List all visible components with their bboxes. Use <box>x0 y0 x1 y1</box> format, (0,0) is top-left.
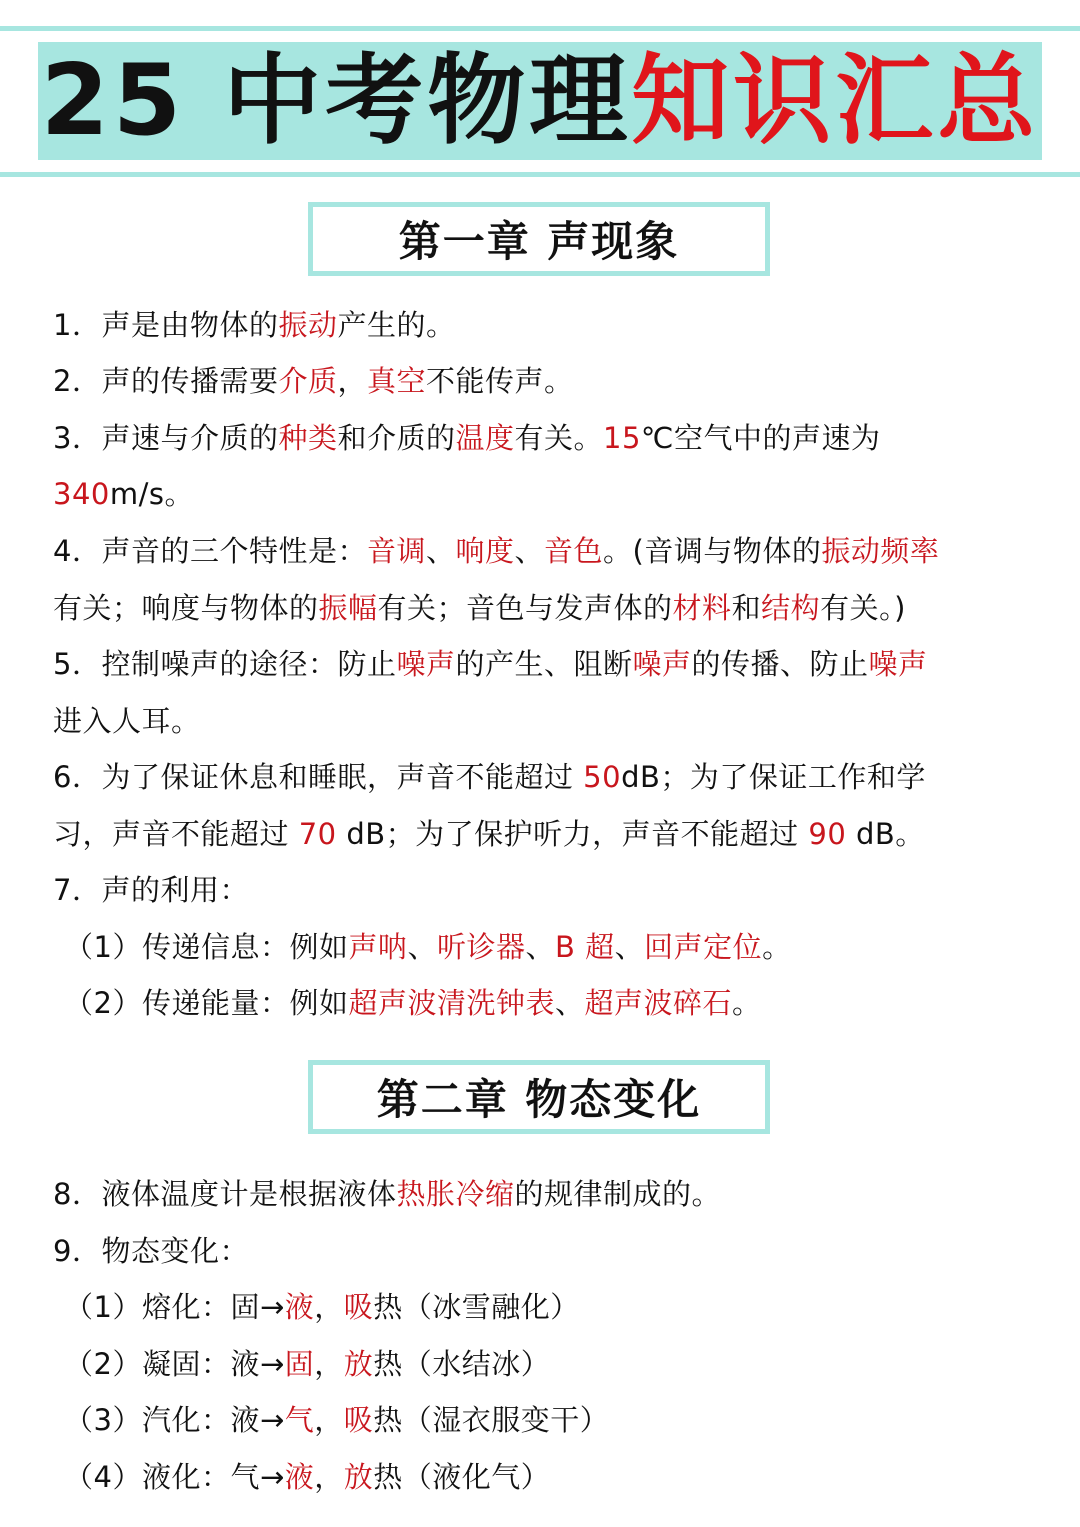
line-text: 和 <box>731 591 762 625</box>
line-text: 7．声的利用： <box>53 873 249 907</box>
point-3 <box>53 418 881 458</box>
line-text: 有关；响度与物体的 <box>53 591 319 625</box>
line-text: 6．为了保证休息和睡眠，声音不能超过 <box>53 760 584 794</box>
chapter-1-heading: 第一章 声现象 <box>308 202 770 276</box>
line-text: 3．声速与介质的 <box>53 421 279 455</box>
highlight-text: 超声波碎石 <box>584 986 732 1020</box>
highlight-text: 噪声 <box>632 647 692 681</box>
line-text: ， <box>314 1403 344 1437</box>
line-text: 和介质的 <box>337 421 456 455</box>
highlight-text: 超声波清洗钟表 <box>348 986 555 1020</box>
line-text: ， <box>337 364 367 398</box>
highlight-text: 液 <box>284 1290 315 1324</box>
line-text: （1）传递信息：例如 <box>64 930 349 964</box>
highlight-text: 吸 <box>343 1403 374 1437</box>
line-text: 、 <box>554 986 585 1020</box>
line-text: 、 <box>525 930 556 964</box>
highlight-text: 温度 <box>455 421 515 455</box>
line-text: 1．声是由物体的 <box>53 308 279 342</box>
point-6-cont <box>53 814 925 854</box>
line-text: ℃空气中的声速为 <box>640 421 881 455</box>
line-text: 。 <box>762 930 792 964</box>
highlight-text: 介质 <box>278 364 338 398</box>
point-9 <box>53 1231 249 1271</box>
highlight-text: 结构 <box>761 591 821 625</box>
highlight-text: 噪声 <box>396 647 456 681</box>
point-9-item-3 <box>64 1400 609 1440</box>
title-top-rule <box>0 26 1080 31</box>
highlight-text: 340 <box>53 477 110 511</box>
highlight-text: 90 <box>808 817 847 851</box>
point-6 <box>53 757 926 797</box>
highlight-text: 噪声 <box>868 647 928 681</box>
highlight-text: 振幅 <box>318 591 378 625</box>
highlight-text: 热胀冷缩 <box>396 1177 515 1211</box>
highlight-text: 50 <box>583 760 622 794</box>
highlight-text: 振动频率 <box>821 534 940 568</box>
highlight-text: 听诊器 <box>436 930 526 964</box>
point-3-cont <box>53 474 194 514</box>
point-2 <box>53 361 574 401</box>
line-text: （2）凝固：液→ <box>64 1347 285 1381</box>
point-5-cont <box>53 701 201 741</box>
line-text: （4）液化：气→ <box>64 1460 285 1494</box>
line-text: dB。 <box>846 817 925 851</box>
line-text: 不能传声。 <box>426 364 574 398</box>
highlight-text: 振动 <box>278 308 338 342</box>
line-text: （1）熔化：固→ <box>64 1290 285 1324</box>
line-text: 4．声音的三个特性是： <box>53 534 367 568</box>
line-text: 有关；音色与发声体的 <box>377 591 673 625</box>
line-text: 热（液化气） <box>373 1460 551 1494</box>
line-text: 有关。 <box>514 421 604 455</box>
line-text: 进入人耳。 <box>53 704 201 738</box>
highlight-text: 材料 <box>672 591 732 625</box>
point-9-item-2 <box>64 1344 550 1384</box>
point-8 <box>53 1174 721 1214</box>
line-text: 热（冰雪融化） <box>373 1290 580 1324</box>
page-title <box>38 42 1042 160</box>
point-5 <box>53 644 928 684</box>
highlight-text: 真空 <box>366 364 426 398</box>
highlight-text: 声呐 <box>348 930 408 964</box>
line-text: ， <box>314 1290 344 1324</box>
point-9-item-4 <box>64 1457 550 1497</box>
line-text: dB；为了保护听力，声音不能超过 <box>336 817 809 851</box>
highlight-text: 吸 <box>343 1290 374 1324</box>
line-text: 9．物态变化： <box>53 1234 249 1268</box>
line-text: 、 <box>614 930 645 964</box>
highlight-text: 回声定位 <box>644 930 763 964</box>
line-text: 、 <box>425 534 456 568</box>
line-text: 。(音调与物体的 <box>603 534 822 568</box>
line-text: 有关。) <box>820 591 906 625</box>
highlight-text: 固 <box>284 1347 315 1381</box>
line-text: 的传播、防止 <box>691 647 869 681</box>
line-text: ， <box>314 1347 344 1381</box>
highlight-text: 音调 <box>366 534 426 568</box>
highlight-text: B 超 <box>555 930 615 964</box>
line-text: 的产生、阻断 <box>455 647 633 681</box>
line-text: 习，声音不能超过 <box>53 817 299 851</box>
line-text: ， <box>314 1460 344 1494</box>
highlight-text: 气 <box>284 1403 315 1437</box>
line-text: 产生的。 <box>337 308 456 342</box>
point-1 <box>53 305 455 345</box>
chapter-2-heading: 第二章 物态变化 <box>308 1060 770 1134</box>
highlight-text: 70 <box>298 817 337 851</box>
page-title-main: 25 中考物理 <box>40 44 632 158</box>
highlight-text: 响度 <box>455 534 515 568</box>
line-text: 2．声的传播需要 <box>53 364 279 398</box>
highlight-text: 音色 <box>544 534 604 568</box>
point-9-item-1 <box>64 1287 580 1327</box>
line-text: 热（湿衣服变干） <box>373 1403 610 1437</box>
line-text: 的规律制成的。 <box>514 1177 721 1211</box>
title-bottom-rule <box>0 172 1080 177</box>
line-text: 热（水结冰） <box>373 1347 551 1381</box>
line-text: （2）传递能量：例如 <box>64 986 349 1020</box>
line-text: m/s。 <box>109 477 194 511</box>
point-7-item-2 <box>64 983 762 1023</box>
highlight-text: 种类 <box>278 421 338 455</box>
line-text: 、 <box>407 930 437 964</box>
line-text: dB；为了保证工作和学 <box>621 760 926 794</box>
line-text: 5．控制噪声的途径：防止 <box>53 647 397 681</box>
line-text: 。 <box>732 986 762 1020</box>
page-title-highlight: 知识汇总 <box>631 44 1040 158</box>
point-7 <box>53 870 249 910</box>
line-text: （3）汽化：液→ <box>64 1403 285 1437</box>
point-4-cont <box>53 588 906 628</box>
point-7-item-1 <box>64 927 792 967</box>
point-4 <box>53 531 939 571</box>
highlight-text: 15 <box>603 421 641 455</box>
highlight-text: 放 <box>343 1347 374 1381</box>
line-text: 、 <box>514 534 545 568</box>
line-text: 8．液体温度计是根据液体 <box>53 1177 397 1211</box>
highlight-text: 放 <box>343 1460 374 1494</box>
highlight-text: 液 <box>284 1460 315 1494</box>
